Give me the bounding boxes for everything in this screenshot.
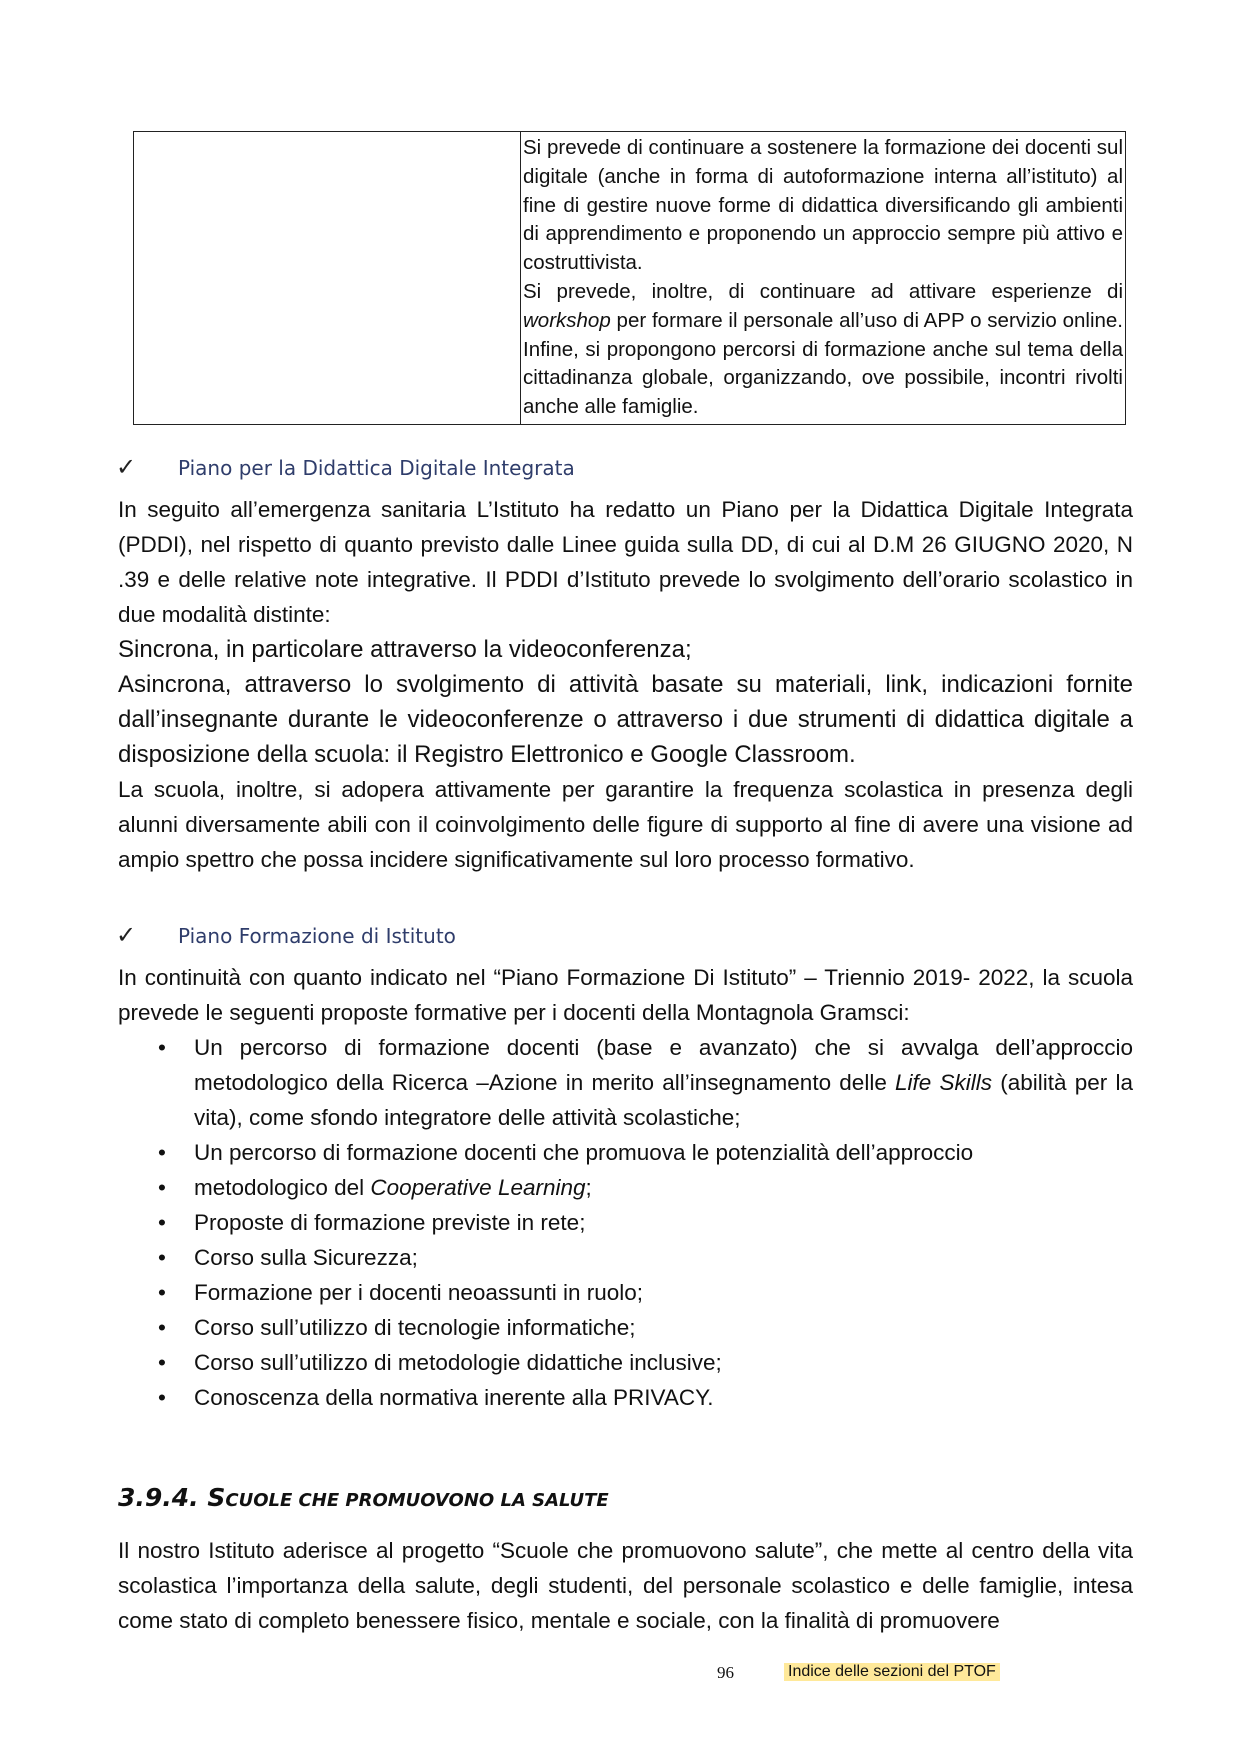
section-title-ddi: Piano per la Didattica Digitale Integrata [178, 456, 575, 480]
section-heading-ddi [116, 453, 575, 481]
list-item [118, 1310, 1133, 1345]
list-item [118, 1240, 1133, 1275]
table-empty-cell [134, 132, 521, 425]
list-item [118, 1135, 1133, 1170]
bullet-text-start: metodologico del [194, 1175, 371, 1200]
table-text-cell [521, 132, 1126, 425]
bullet-icon: • [158, 1350, 166, 1375]
bullet-icon: • [158, 1280, 166, 1305]
index-link[interactable]: Indice delle sezioni del PTOF [784, 1663, 1000, 1681]
table-paragraph-2-end: per formare il personale all’uso di APP o servizio online. Infine, si propongono percorsi di formazione anche sul tema della cittadinanza globale, organizzando, ove possibile, incontri rivolti anche alle famiglie. [523, 308, 1123, 419]
bullet-text: Un percorso di formazione docenti che promuova le potenzialità dell’approccio [194, 1140, 974, 1165]
formazione-bullet-list [118, 1030, 1133, 1415]
bullet-text: Proposte di formazione previste in rete; [194, 1210, 586, 1235]
bullet-icon: • [158, 1140, 166, 1165]
checkmark-icon: ✓ [116, 453, 137, 481]
bullet-text: Formazione per i docenti neoassunti in ruolo; [194, 1280, 644, 1305]
checkmark-icon: ✓ [116, 921, 137, 949]
continuation-table [133, 131, 1126, 425]
formazione-intro [118, 960, 1133, 1030]
bullet-text-end: ; [585, 1175, 592, 1200]
table-paragraph-2-start: Si prevede, inoltre, di continuare ad attivare esperienze di [523, 279, 1123, 303]
list-item [118, 1345, 1133, 1380]
ddi-body [118, 492, 1133, 877]
ddi-paragraph-inclusion: La scuola, inoltre, si adopera attivamente per garantire la frequenza scolastica in presenza degli alunni diversamente abili con il coinvolgimento delle figure di supporto al fine di avere una visione ad ampio spettro che possa incidere significativamente sul loro processo formativo. [118, 777, 1133, 872]
list-item [118, 1205, 1133, 1240]
bullet-icon: • [158, 1245, 166, 1270]
list-item [118, 1380, 1133, 1415]
ddi-paragraph-1: In seguito all’emergenza sanitaria L’Istituto ha redatto un Piano per la Didattica Digitale Integrata (PDDI), nel rispetto di quanto previsto dalle Linee guida sulla DD, di cui al D.M 26 GIUGNO 2020, N .39 e delle relative note integrative. Il PDDI d’Istituto prevede lo svolgimento dell’orario scolastico in due modalità distinte: [118, 497, 1133, 627]
section-number: 3.9.4. S [118, 1483, 226, 1512]
page-number: 96 [717, 1663, 734, 1682]
table-paragraph-2 [523, 278, 1123, 422]
bullet-text-end: (abilità per la vita), come sfondo integratore delle attività scolastiche; [194, 1070, 1133, 1130]
bullet-text-start: Un percorso di formazione docenti (base e avanzato) che si avvalga dell’approccio metodologico della Ricerca –Azione in merito all’insegnamento delle [194, 1035, 1133, 1095]
bullet-icon: • [158, 1210, 166, 1235]
bullet-text: Corso sull’utilizzo di tecnologie informatiche; [194, 1315, 636, 1340]
section-heading-salute [118, 1483, 609, 1512]
ddi-paragraph-sincrona: Sincrona, in particolare attraverso la videoconferenza; [118, 636, 692, 663]
section-title-formazione: Piano Formazione di Istituto [178, 924, 456, 948]
table-paragraph-1: Si prevede di continuare a sostenere la formazione dei docenti sul digitale (anche in forma di autoformazione interna all’istituto) al fine di gestire nuove forme di didattica diversificando gli ambienti di apprendimento e proponendo un approccio sempre più attivo e costruttivista. [523, 136, 1123, 275]
salute-paragraph: Il nostro Istituto aderisce al progetto “Scuole che promuovono salute”, che mette al centro della vita scolastica l’importanza della salute, degli studenti, del personale scolastico e delle famiglie, intesa come stato di completo benessere fisico, mentale e sociale, con la finalità di promuovere [118, 1538, 1133, 1633]
bullet-icon: • [158, 1385, 166, 1410]
cooperative-learning-emphasis: Cooperative Learning [370, 1175, 586, 1200]
workshop-emphasis: workshop [523, 308, 611, 332]
formazione-intro-text: In continuità con quanto indicato nel “Piano Formazione Di Istituto” – Triennio 2019- 2022, la scuola prevede le seguenti proposte formative per i docenti della Montagnola Gramsci: [118, 965, 1133, 1025]
bullet-icon: • [158, 1035, 166, 1060]
ddi-paragraph-asincrona: Asincrona, attraverso lo svolgimento di attività basate su materiali, link, indicazioni fornite dall’insegnante durante le videoconferenze o attraverso i due strumenti di didattica digitale a disposizione della scuola: il Registro Elettronico e Google Classroom. [118, 671, 1133, 768]
salute-body [118, 1533, 1133, 1638]
bullet-text: Corso sulla Sicurezza; [194, 1245, 418, 1270]
bullet-text: Conoscenza della normativa inerente alla PRIVACY. [194, 1385, 714, 1410]
list-item [118, 1030, 1133, 1135]
section-title-salute: CUOLE CHE PROMUOVONO LA SALUTE [225, 1490, 609, 1511]
list-item [118, 1275, 1133, 1310]
list-item [118, 1170, 1133, 1205]
bullet-icon: • [158, 1315, 166, 1340]
bullet-text: Corso sull’utilizzo di metodologie didattiche inclusive; [194, 1350, 722, 1375]
life-skills-emphasis: Life Skills [895, 1070, 993, 1095]
bullet-icon: • [158, 1175, 166, 1200]
section-heading-formazione [116, 921, 456, 949]
